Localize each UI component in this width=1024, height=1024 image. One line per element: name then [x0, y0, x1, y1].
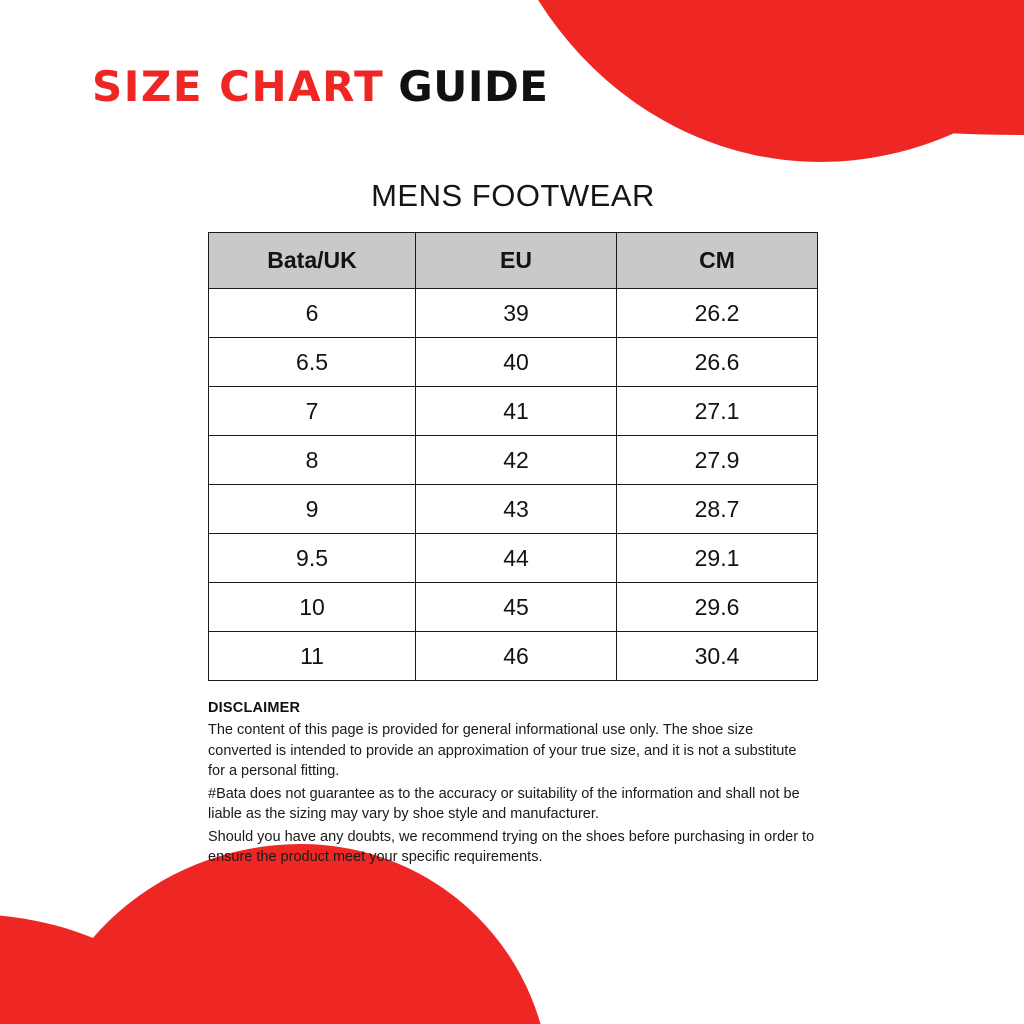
cell-bata-uk: 11: [209, 632, 416, 681]
cell-cm: 29.1: [617, 534, 818, 583]
disclaimer-section: [208, 700, 816, 870]
disclaimer-heading: DISCLAIMER: [208, 700, 301, 716]
cell-bata-uk: 9.5: [209, 534, 416, 583]
disclaimer-paragraph: The content of this page is provided for general informational use only. The shoe size converted is intended to provide an approximation of your true size, and it is not a substitute for a personal fitting.: [208, 722, 797, 780]
cell-bata-uk: 10: [209, 583, 416, 632]
table-header-row: [209, 233, 818, 289]
cell-bata-uk: 8: [209, 436, 416, 485]
table-row: [209, 289, 818, 338]
cell-eu: 43: [416, 485, 617, 534]
table-row: [209, 485, 818, 534]
page-title-secondary: GUIDE: [398, 62, 549, 111]
disclaimer-paragraph: Should you have any doubts, we recommend trying on the shoes before purchasing in order to ensure the product meet your specific requirements.: [208, 828, 815, 866]
table-row: [209, 632, 818, 681]
table-row: [209, 387, 818, 436]
cell-eu: 46: [416, 632, 617, 681]
cell-cm: 30.4: [617, 632, 818, 681]
cell-eu: 42: [416, 436, 617, 485]
size-table-wrapper: [208, 232, 818, 681]
table-row: [209, 338, 818, 387]
cell-eu: 40: [416, 338, 617, 387]
cell-cm: 27.9: [617, 436, 818, 485]
cell-cm: 26.6: [617, 338, 818, 387]
page-title-primary: SIZE CHART: [92, 62, 385, 111]
page-title: [92, 62, 549, 111]
column-header-eu: EU: [416, 233, 617, 289]
column-header-bata-uk: Bata/UK: [209, 233, 416, 289]
table-row: [209, 534, 818, 583]
table-row: [209, 436, 818, 485]
cell-cm: 28.7: [617, 485, 818, 534]
section-title: MENS FOOTWEAR: [371, 178, 655, 213]
cell-eu: 44: [416, 534, 617, 583]
cell-eu: 45: [416, 583, 617, 632]
cell-eu: 41: [416, 387, 617, 436]
cell-bata-uk: 9: [209, 485, 416, 534]
column-header-cm: CM: [617, 233, 818, 289]
cell-bata-uk: 6.5: [209, 338, 416, 387]
cell-bata-uk: 7: [209, 387, 416, 436]
decorative-red-blob-top-corner: [564, 0, 1024, 135]
cell-cm: 29.6: [617, 583, 818, 632]
cell-cm: 26.2: [617, 289, 818, 338]
cell-cm: 27.1: [617, 387, 818, 436]
table-row: [209, 583, 818, 632]
disclaimer-paragraph: #Bata does not guarantee as to the accuracy or suitability of the information and shall not be liable as the sizing may vary by shoe style and manufacturer.: [208, 785, 800, 823]
cell-eu: 39: [416, 289, 617, 338]
size-chart-table: [208, 232, 818, 681]
cell-bata-uk: 6: [209, 289, 416, 338]
